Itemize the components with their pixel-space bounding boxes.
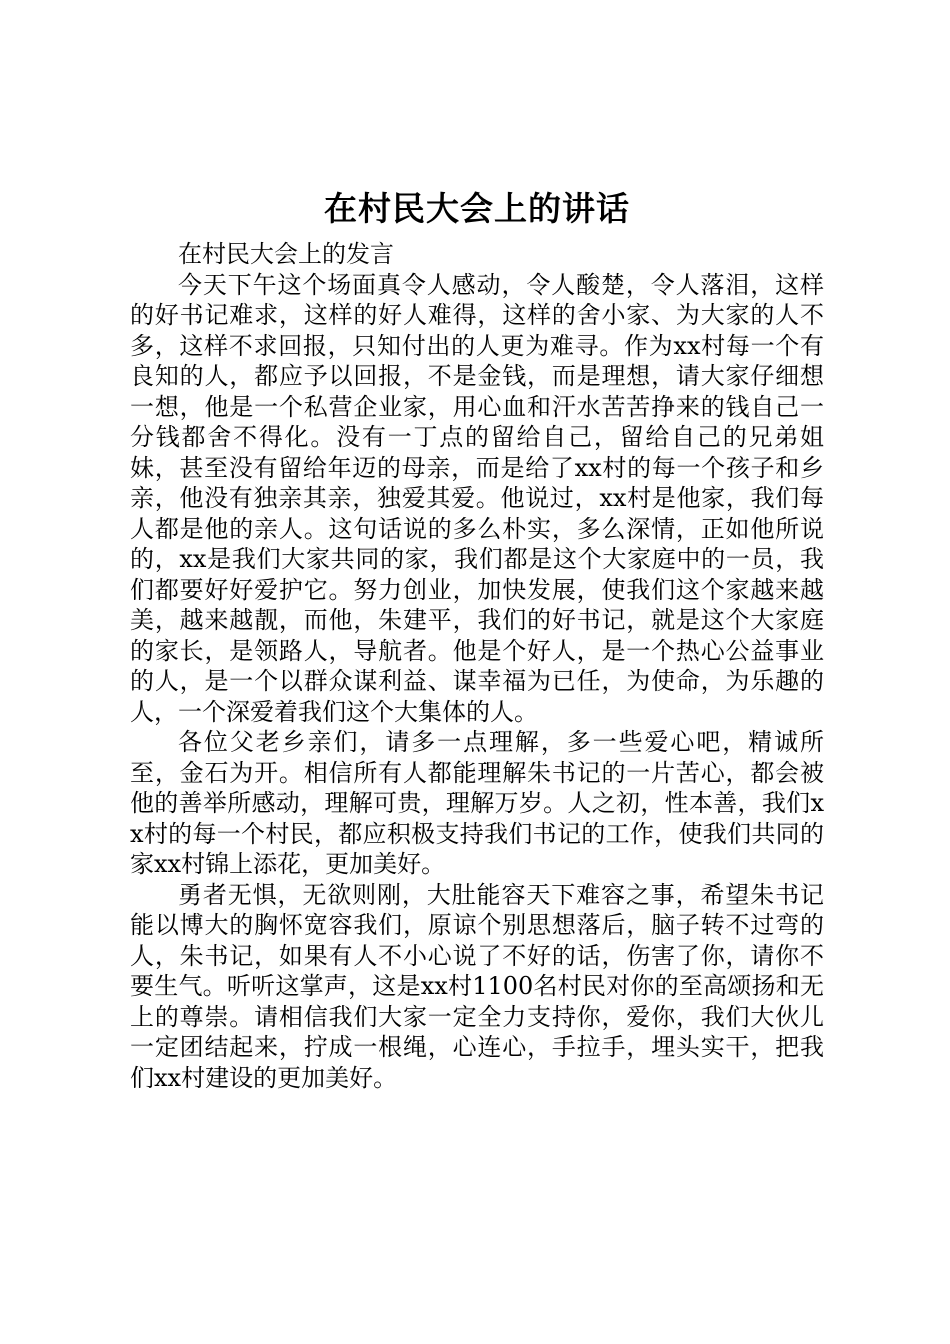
paragraph-2: 各位父老乡亲们，请多一点理解，多一些爱心吧，精诚所至，金石为开。相信所有人都能理解朱书记的一片苦心，都会被他的善举所感动，理解可贵，理解万岁。人之初，性本善，我们xx村的每一个村民，都应积极支持我们书记的工作，使我们共同的家xx村锦上添花，更加美好。 [130,728,824,878]
document-page [130,185,824,1093]
paragraph-subtitle: 在村民大会上的发言 [178,240,394,268]
paragraph-3: 勇者无惧，无欲则刚，大肚能容天下难容之事，希望朱书记能以博大的胸怀宽容我们，原谅个别思想落后，脑子转不过弯的人，朱书记，如果有人不小心说了不好的话，伤害了你，请你不要生气。听听这掌声，这是xx村1100名村民对你的至高颂扬和无上的尊崇。请相信我们大家一定全力支持你，爱你，我们大伙儿一定团结起来，拧成一根绳，心连心，手拉手，埋头实干，把我们xx村建设的更加美好。 [130,880,824,1092]
document-title: 在村民大会上的讲话 [324,189,630,228]
paragraph-1: 今天下午这个场面真令人感动，令人酸楚，令人落泪，这样的好书记难求，这样的好人难得，这样的舍小家、为大家的人不多，这样不求回报，只知付出的人更为难寻。作为xx村每一个有良知的人，都应予以回报，不是金钱，而是理想，请大家仔细想一想，他是一个私营企业家，用心血和汗水苦苦挣来的钱自己一分钱都舍不得化。没有一丁点的留给自己，留给自己的兄弟姐妹，甚至没有留给年迈的母亲，而是给了xx村的每一个孩子和乡亲，他没有独亲其亲，独爱其爱。他说过，xx村是他家，我们每人都是他的亲人。这句话说的多么朴实，多么深情，正如他所说的，xx是我们大家共同的家，我们都是这个大家庭中的一员，我们都要好好爱护它。努力创业，加快发展，使我们这个家越来越美，越来越靓，而他，朱建平，我们的好书记，就是这个大家庭的家长，是领路人，导航者。他是个好人，是一个热心公益事业的人，是一个以群众谋利益、谋幸福为已任，为使命，为乐趣的人，一个深爱着我们这个大集体的人。 [130,270,824,726]
